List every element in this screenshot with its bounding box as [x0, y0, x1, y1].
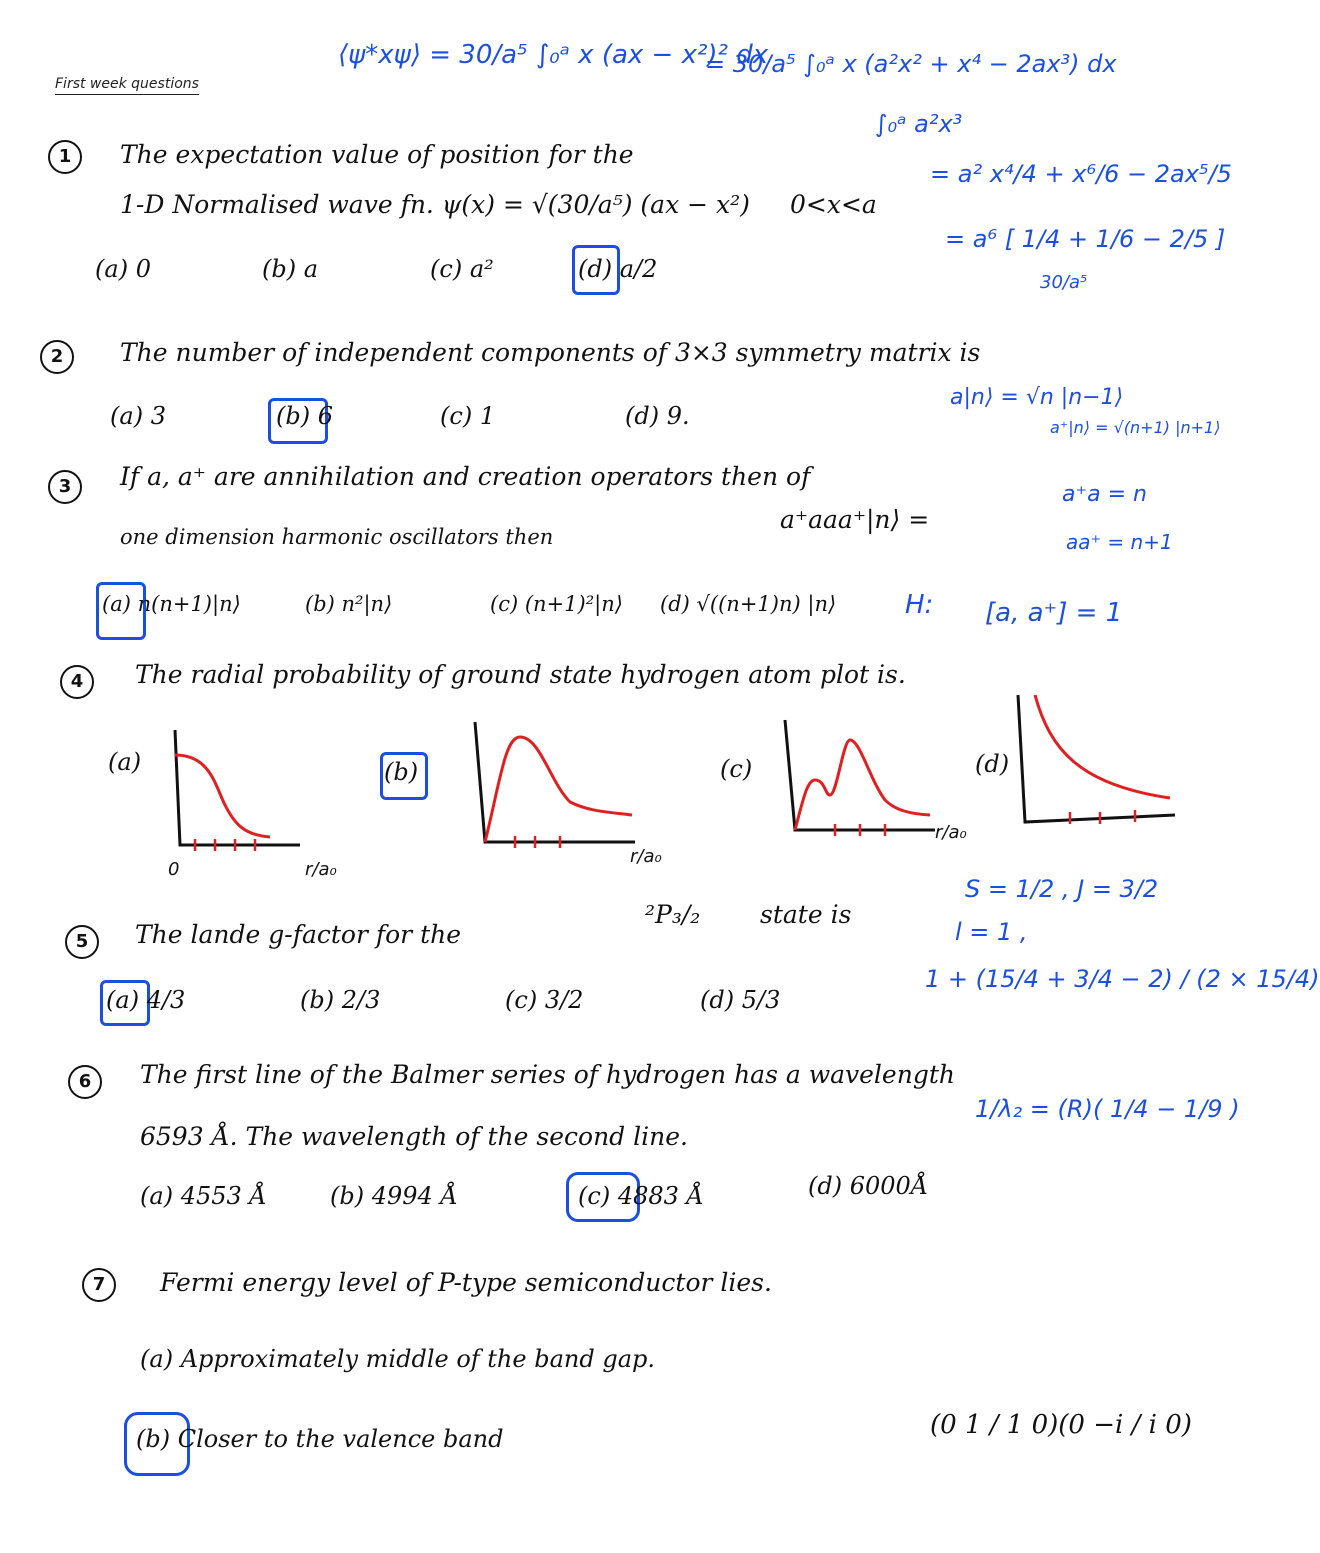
option-text: 4/3 — [146, 986, 186, 1014]
option-text: 9. — [666, 402, 690, 430]
option-letter: d — [587, 255, 603, 283]
q4-option-a[interactable]: (a) — [108, 748, 142, 776]
option-letter: a — [117, 748, 132, 776]
annotation-integral-expanded: = 30/a⁵ ∫₀ᵃ x (a²x² + x⁴ − 2ax³) dx — [705, 50, 1117, 78]
option-letter: b — [313, 592, 327, 616]
q2-text: The number of independent components of 3×3 symmetry matrix is — [120, 338, 981, 367]
q6-option-b[interactable]: (b) 4994 Å — [330, 1182, 458, 1210]
option-text: 6000Å — [849, 1172, 929, 1200]
option-letter: b — [285, 402, 301, 430]
annotation-commutator: [a, a⁺] = 1 — [985, 598, 1123, 628]
q3-text-line1: If a, a⁺ are annihilation and creation operators then of — [120, 462, 811, 491]
q1-option-d[interactable]: (d) a/2 — [578, 255, 658, 283]
annotation-annihilation: a|n⟩ = √n |n−1⟩ — [950, 385, 1124, 410]
q5-text-a: The lande g-factor for the — [135, 920, 462, 949]
q1-text-line1: The expectation value of position for the — [120, 140, 634, 169]
graph-curve — [1035, 695, 1170, 798]
option-letter: d — [817, 1172, 833, 1200]
option-text: 4883 Å — [617, 1182, 704, 1210]
option-text: 6 — [317, 402, 334, 430]
question-number: 1 — [48, 140, 82, 174]
question-number: 5 — [65, 925, 99, 959]
option-text: 4553 Å — [180, 1182, 267, 1210]
option-letter: d — [668, 592, 682, 616]
q4-option-d[interactable]: (d) — [975, 750, 1010, 778]
option-letter: d — [634, 402, 650, 430]
option-text: 0 — [135, 255, 151, 283]
option-letter: c — [587, 1182, 601, 1210]
q3-option-c[interactable]: (c) (n+1)²|n⟩ — [490, 592, 623, 616]
option-letter: c — [439, 255, 453, 283]
q1-option-a[interactable]: (a) 0 — [95, 255, 151, 283]
option-text: a² — [469, 255, 494, 283]
annotation-l: l = 1 , — [955, 918, 1028, 946]
option-letter: b — [339, 1182, 355, 1210]
option-letter: c — [514, 986, 528, 1014]
q4-graph-c — [775, 710, 985, 850]
annotation-h: H: — [905, 590, 934, 620]
option-text: n(n+1)|n⟩ — [137, 592, 241, 616]
option-text: n²|n⟩ — [341, 592, 393, 616]
graph-curve — [795, 740, 930, 830]
annotation-antiderivative: = a² x⁴/4 + x⁶/6 − 2ax⁵/5 — [930, 160, 1232, 188]
q6-option-c[interactable]: (c) 4883 Å — [578, 1182, 704, 1210]
option-letter: a — [104, 255, 119, 283]
option-text: Approximately middle of the band gap. — [180, 1345, 656, 1373]
option-letter: d — [984, 750, 1000, 778]
q5-option-b[interactable]: (b) 2/3 — [300, 986, 381, 1014]
q1-range: 0<x<a — [790, 190, 877, 219]
q7-option-b[interactable]: (b) Closer to the valence band — [136, 1425, 504, 1453]
q3-option-a[interactable]: (a) n(n+1)|n⟩ — [102, 592, 241, 616]
q4-option-b[interactable]: (b) — [384, 758, 419, 786]
question-number: 2 — [40, 340, 74, 374]
option-letter: b — [309, 986, 325, 1014]
q7-matrices: (0 1 / 1 0)(0 −i / i 0) — [930, 1410, 1192, 1440]
option-text: (n+1)²|n⟩ — [524, 592, 623, 616]
page-header: First week questions — [55, 76, 199, 95]
q1-option-b[interactable]: (b) a — [262, 255, 319, 283]
q5-option-a[interactable]: (a) 4/3 — [106, 986, 186, 1014]
q3-option-b[interactable]: (b) n²|n⟩ — [305, 592, 393, 616]
graph-axis-label: r/a₀ — [305, 859, 337, 880]
option-text: 4994 Å — [371, 1182, 458, 1210]
option-text: a — [303, 255, 319, 283]
q1-text-line2: 1-D Normalised wave fn. ψ(x) = √(30/a⁵) (ax − x²) — [120, 190, 750, 219]
question-number: 7 — [82, 1268, 116, 1302]
option-text: 3 — [150, 402, 166, 430]
annotation-simplified: = a⁶ [ 1/4 + 1/6 − 2/5 ] — [945, 225, 1226, 253]
q2-option-d[interactable]: (d) 9. — [625, 402, 690, 430]
q4-text: The radial probability of ground state hydrogen atom plot is. — [135, 660, 906, 689]
q2-option-b[interactable]: (b) 6 — [276, 402, 334, 430]
q7-text: Fermi energy level of P-type semiconductor lies. — [160, 1268, 772, 1297]
graph-axis-label: r/a₀ — [630, 846, 662, 867]
q5-text-b: state is — [760, 900, 852, 929]
graph-origin-label: 0 — [168, 859, 180, 880]
q2-option-c[interactable]: (c) 1 — [440, 402, 496, 430]
option-text: Closer to the valence band — [177, 1425, 504, 1453]
option-text: 3/2 — [544, 986, 584, 1014]
option-letter: a — [149, 1182, 164, 1210]
option-letter: a — [110, 592, 123, 616]
q5-option-c[interactable]: (c) 3/2 — [505, 986, 584, 1014]
option-letter: b — [145, 1425, 161, 1453]
q6-option-d[interactable]: (d) 6000Å — [808, 1172, 929, 1200]
q5-option-d[interactable]: (d) 5/3 — [700, 986, 781, 1014]
option-letter: d — [709, 986, 725, 1014]
q7-option-a[interactable]: (a) Approximately middle of the band gap. — [140, 1345, 656, 1373]
q6-option-a[interactable]: (a) 4553 Å — [140, 1182, 267, 1210]
option-text: 1 — [479, 402, 496, 430]
option-letter: a — [115, 986, 130, 1014]
option-letter: a — [149, 1345, 164, 1373]
q4-option-c[interactable]: (c) — [720, 755, 753, 783]
graph-curve — [485, 737, 632, 842]
q4-graph-d — [1010, 690, 1190, 840]
q5-state: ²P₃/₂ — [645, 900, 701, 929]
annotation-number-op: a⁺a = n — [1062, 482, 1147, 507]
annotation-integral-term: ∫₀ᵃ a²x³ — [875, 110, 963, 138]
option-text: a/2 — [619, 255, 658, 283]
q4-graph-b — [460, 712, 680, 872]
option-letter: c — [498, 592, 510, 616]
q2-option-a[interactable]: (a) 3 — [110, 402, 166, 430]
q4-graph-a — [160, 725, 360, 885]
option-text: √((n+1)n) |n⟩ — [696, 592, 837, 616]
option-letter: b — [271, 255, 287, 283]
q6-text-line1: The first line of the Balmer series of hydrogen has a wavelength — [140, 1060, 955, 1089]
annotation-creation: a⁺|n⟩ = √(n+1) |n+1⟩ — [1050, 418, 1221, 437]
annotation-spin: S = 1/2 , J = 3/2 — [965, 875, 1159, 903]
question-number: 3 — [48, 470, 82, 504]
annotation-g-factor: 1 + (15/4 + 3/4 − 2) / (2 × 15/4) — [925, 965, 1320, 993]
option-text: 2/3 — [341, 986, 381, 1014]
question-number: 6 — [68, 1065, 102, 1099]
question-number: 4 — [60, 665, 94, 699]
annotation-aa-dagger: aa⁺ = n+1 — [1066, 530, 1173, 554]
q3-text-line2: one dimension harmonic oscillators then — [120, 525, 554, 549]
q1-option-c[interactable]: (c) a² — [430, 255, 494, 283]
annotation-factor: 30/a⁵ — [1040, 272, 1088, 293]
q3-expression: a⁺aaa⁺|n⟩ = — [780, 505, 930, 534]
graph-curve — [175, 755, 270, 837]
option-letter: a — [119, 402, 134, 430]
annotation-rydberg: 1/λ₂ = (R)( 1/4 − 1/9 ) — [975, 1095, 1240, 1123]
graph-axes — [175, 730, 300, 845]
option-text: 5/3 — [741, 986, 781, 1014]
annotation-expectation: ⟨ψ*xψ⟩ = 30/a⁵ ∫₀ᵃ x (ax − x²)² dx — [338, 40, 769, 70]
q3-option-d[interactable]: (d) √((n+1)n) |n⟩ — [660, 592, 837, 616]
option-letter: c — [449, 402, 463, 430]
graph-axis-label: r/a₀ — [935, 822, 967, 843]
option-letter: b — [393, 758, 409, 786]
q6-text-line2: 6593 Å. The wavelength of the second line. — [140, 1122, 688, 1151]
option-letter: c — [729, 755, 743, 783]
